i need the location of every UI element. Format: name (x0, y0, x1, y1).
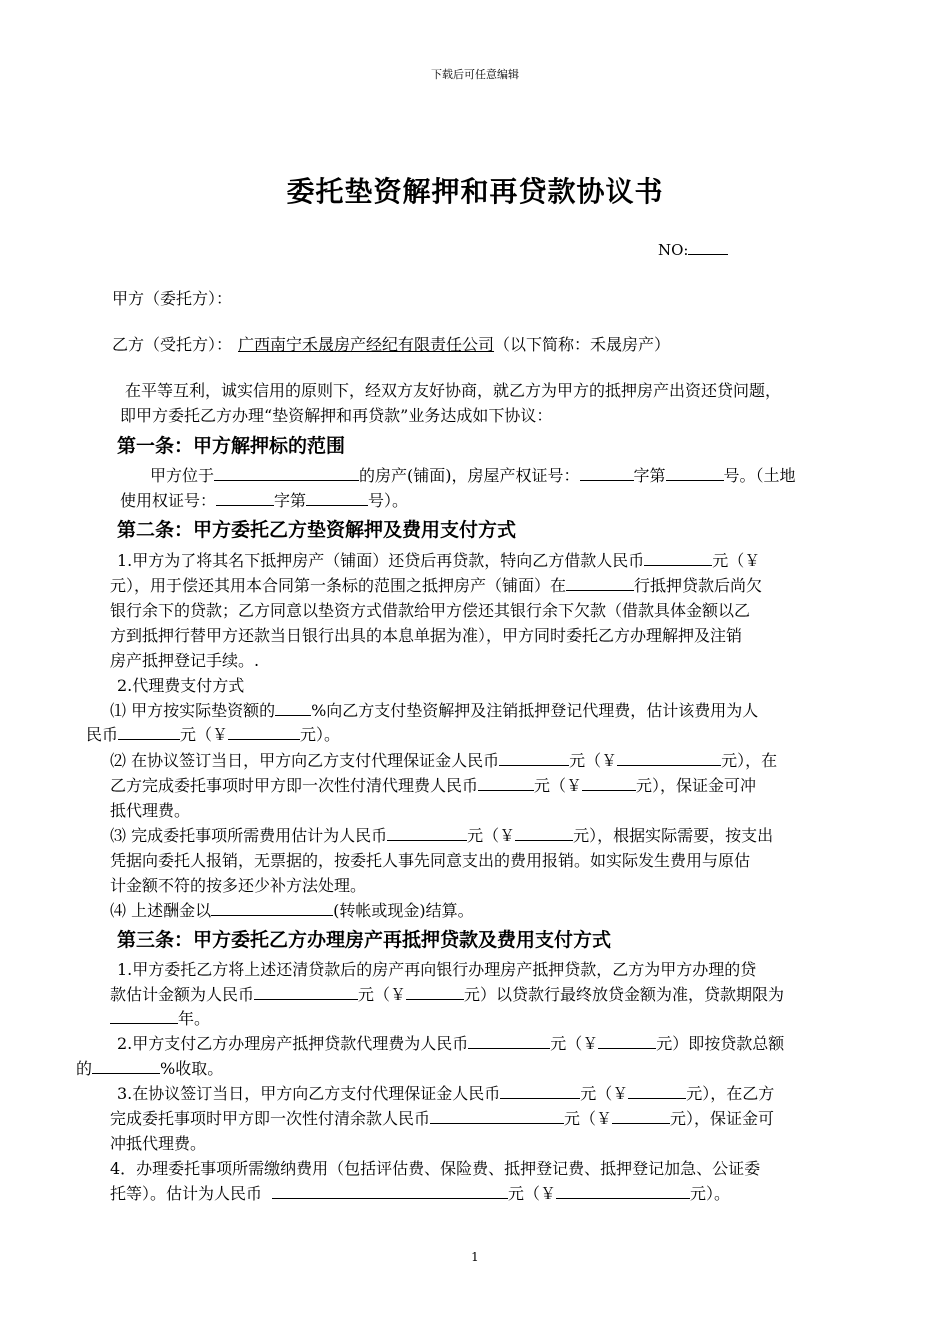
article-3-line: 的 %收取。 (76, 1059, 224, 1078)
article-3-heading: 第三条：甲方委托乙方办理房产再抵押贷款及费用支付方式 (117, 929, 612, 951)
article-3-line: 完成委托事项时甲方即一次性付清余款人民币 元（￥ 元），保证金可 (110, 1109, 775, 1128)
party-b-label: 乙方（受托方）： (112, 335, 233, 354)
article-1-heading: 第一条：甲方解押标的范围 (117, 435, 346, 457)
article-2-heading: 第二条：甲方委托乙方垫资解押及费用支付方式 (117, 519, 517, 541)
article-3-line: 1.甲方委托乙方将上述还清贷款后的房产再向银行办理房产抵押贷款，乙方为甲方办理的贷 (117, 960, 757, 979)
article-1-line: 使用权证号： 字第 号）。 (120, 491, 409, 510)
article-3-line: 年。 (110, 1006, 210, 1029)
article-3-line: 托等）。估计为人民币 元（￥ 元）。 (110, 1184, 731, 1203)
article-2-line: 1.甲方为了将其名下抵押房产（铺面）还贷后再贷款，特向乙方借款人民币 元（￥ (117, 551, 761, 570)
article-1-line: 甲方位于 的房产(铺面)，房屋产权证号： 字第 号。（土地 (150, 466, 796, 485)
number-field (658, 240, 728, 259)
article-3-line: 3.在协议签订当日，甲方向乙方支付代理保证金人民币 元（￥ 元），在乙方 (117, 1084, 775, 1103)
article-3-line: 款估计金额为人民币 元（￥ 元）以贷款行最终放贷金额为准，贷款期限为 (110, 985, 785, 1004)
number-label: NO: (658, 241, 689, 259)
document-title: 委托垫资解押和再贷款协议书 (286, 175, 664, 208)
article-2-line: 银行余下的贷款；乙方同意以垫资方式借款给甲方偿还其银行余下欠款（借款具体金额以乙 (110, 601, 751, 620)
page-header: 下载后可任意编辑 (431, 68, 519, 81)
fee-clause-3: ⑶ 完成委托事项所需费用估计为人民币 元（￥ 元），根据实际需要，按支出 (110, 826, 774, 845)
party-b (112, 332, 670, 355)
intro-line: 即甲方委托乙方办理“垫资解押和再贷款”业务达成如下协议： (120, 406, 553, 425)
fee-clause-2: ⑵ 在协议签订当日，甲方向乙方支付代理保证金人民币 元（￥ 元），在 (110, 751, 778, 770)
article-2-line: 2.代理费支付方式 (117, 676, 245, 695)
fee-clause-3: 计金额不符的按多还少补方法处理。 (110, 876, 367, 895)
article-2-line: 房产抵押登记手续。. (110, 651, 260, 670)
article-2-line: 方到抵押行替甲方还款当日银行出具的本息单据为准），甲方同时委托乙方办理解押及注销 (110, 626, 743, 645)
intro-line: 在平等互利，诚实信用的原则下，经双方友好协商，就乙方为甲方的抵押房产出资还贷问题， (125, 381, 782, 400)
party-b-name: 广西南宁禾晟房产经纪有限责任公司 (238, 335, 495, 354)
article-3-line: 冲抵代理费。 (110, 1134, 207, 1153)
fee-clause-1: 民币 元（￥ 元）。 (86, 725, 341, 744)
fee-clause-1: ⑴ 甲方按实际垫资额的 %向乙方支付垫资解押及注销抵押登记代理费，估计该费用为人 (110, 701, 759, 720)
article-2-line: 元），用于偿还其用本合同第一条标的范围之抵押房产（铺面）在 行抵押贷款后尚欠 (110, 576, 763, 595)
page-number: 1 (471, 1250, 479, 1264)
fee-clause-2: 抵代理费。 (110, 801, 191, 820)
fee-clause-4: ⑷ 上述酬金以 (转帐或现金)结算。 (110, 901, 474, 920)
fee-clause-3: 凭据向委托人报销，无票据的，按委托人事先同意支出的费用报销。如实际发生费用与原估 (110, 851, 751, 870)
fee-clause-2: 乙方完成委托事项时甲方即一次性付清代理费人民币 元（￥ 元），保证金可冲 (110, 776, 757, 795)
article-3-line: 2.甲方支付乙方办理房产抵押贷款代理费为人民币 元（￥ 元）即按贷款总额 (117, 1034, 785, 1053)
party-a: 甲方（委托方）： (112, 289, 233, 308)
party-b-suffix: （以下简称：禾晟房产） (494, 335, 671, 354)
number-blank (688, 240, 728, 255)
article-3-line: 4．办理委托事项所需缴纳费用（包括评估费、保险费、抵押登记费、抵押登记加急、公证委 (110, 1159, 761, 1178)
